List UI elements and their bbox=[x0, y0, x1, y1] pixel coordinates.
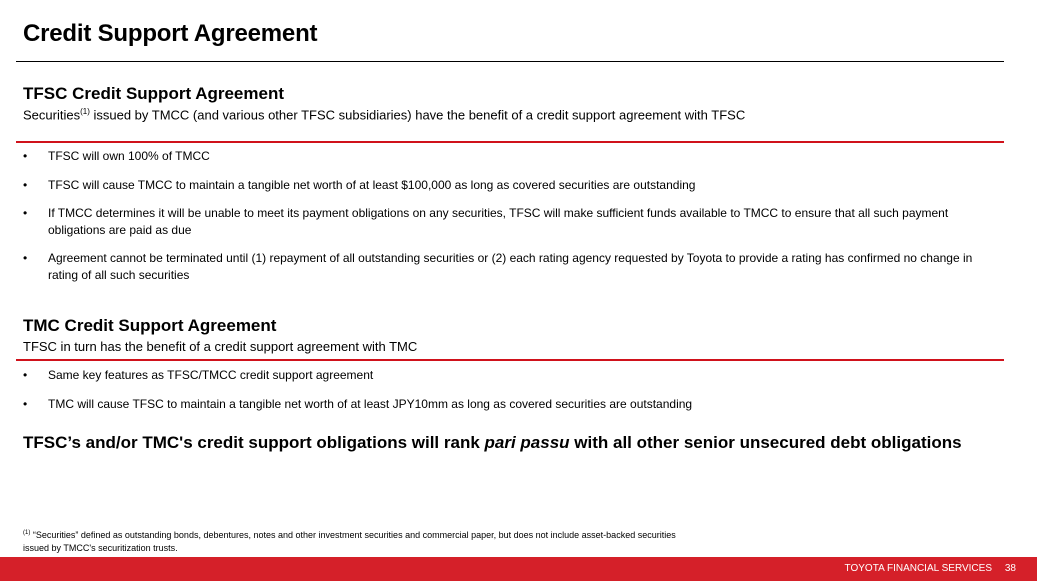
tmc-bullet-list bbox=[23, 367, 998, 413]
footnote bbox=[23, 527, 683, 555]
tmc-section-heading: TMC Credit Support Agreement bbox=[23, 316, 277, 335]
list-item bbox=[23, 250, 998, 284]
bullet-icon: • bbox=[23, 149, 28, 163]
pari-passu-statement bbox=[23, 433, 962, 453]
footnote-text: “Securities” defined as outstanding bonds, debentures, notes and other investment securities and commercial paper, but does not include asset-backed securities issued by TMCC's securitization trusts. bbox=[23, 530, 676, 553]
bullet-icon: • bbox=[23, 178, 28, 192]
bullet-icon: • bbox=[23, 251, 28, 265]
tfsc-section-heading: TFSC Credit Support Agreement bbox=[23, 84, 284, 103]
page-number: 38 bbox=[1004, 563, 1016, 574]
bullet-icon: • bbox=[23, 368, 28, 382]
footnote-marker: (1) bbox=[23, 530, 31, 536]
title-divider bbox=[16, 61, 1004, 62]
bullet-text: TMC will cause TFSC to maintain a tangible net worth of at least JPY10mm as long as covered securities are outstanding bbox=[48, 397, 693, 411]
bullet-text: Agreement cannot be terminated until (1) repayment of all outstanding securities or (2) each rating agency requested by Toyota to provide a rating has confirmed no change in rating of all such securities bbox=[48, 251, 973, 282]
footnote-marker: (1) bbox=[80, 107, 90, 116]
page-title: Credit Support Agreement bbox=[23, 20, 318, 47]
list-item bbox=[23, 177, 998, 194]
tfsc-sub-suffix: issued by TMCC (and various other TFSC subsidiaries) have the benefit of a credit support agreement with TFSC bbox=[89, 107, 746, 123]
tmc-red-divider bbox=[16, 359, 1004, 361]
tfsc-section-subtitle bbox=[23, 107, 745, 122]
tmc-section-subtitle: TFSC in turn has the benefit of a credit support agreement with TMC bbox=[23, 339, 418, 354]
statement-suffix: with all other senior unsecured debt obligations bbox=[569, 433, 962, 452]
list-item bbox=[23, 396, 998, 413]
footer-bar bbox=[0, 557, 1037, 581]
footer-brand: TOYOTA FINANCIAL SERVICES bbox=[844, 563, 992, 574]
bullet-icon: • bbox=[23, 206, 28, 220]
tfsc-sub-prefix: Securities bbox=[23, 107, 81, 123]
bullet-icon: • bbox=[23, 397, 28, 411]
bullet-text: Same key features as TFSC/TMCC credit support agreement bbox=[48, 368, 374, 382]
tfsc-bullet-list bbox=[23, 148, 998, 284]
statement-italic: pari passu bbox=[484, 433, 570, 452]
statement-prefix: TFSC’s and/or TMC's credit support obligations will rank bbox=[23, 433, 485, 452]
bullet-text: If TMCC determines it will be unable to meet its payment obligations on any securities, TFSC will make sufficient funds available to TMCC to ensure that all such payment obligations are paid as due bbox=[48, 206, 949, 237]
list-item bbox=[23, 148, 998, 165]
bullet-text: TFSC will cause TMCC to maintain a tangible net worth of at least $100,000 as long as covered securities are outstanding bbox=[48, 178, 696, 192]
list-item bbox=[23, 367, 998, 384]
list-item bbox=[23, 205, 998, 239]
bullet-text: TFSC will own 100% of TMCC bbox=[48, 149, 210, 163]
tfsc-red-divider bbox=[16, 141, 1004, 143]
